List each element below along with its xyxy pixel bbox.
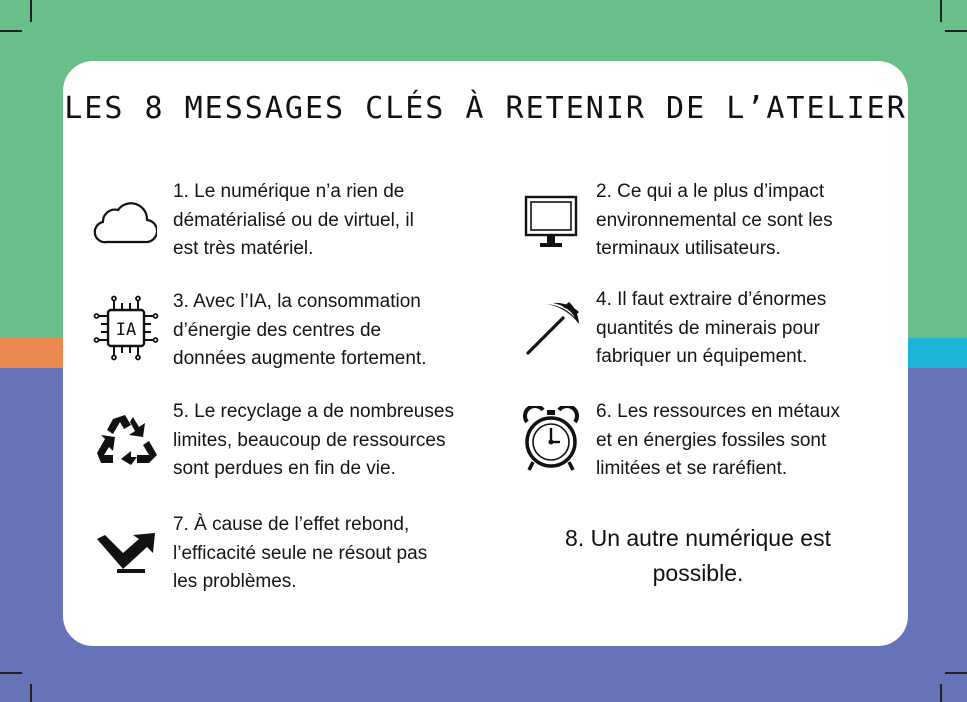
message-5: 5. Le recyclage a de nombreuses limites, beaucoup de ressources sont perdues en fin de vie.	[173, 401, 454, 479]
crop-mark	[945, 672, 967, 674]
crop-mark	[940, 684, 942, 702]
message-6: 6. Les ressources en métaux et en énergies fossiles sont limitées et se raréfient.	[596, 401, 840, 479]
monitor-icon	[523, 194, 579, 250]
message-4: 4. Il faut extraire d’énormes quantités de minerais pour fabriquer un équipement.	[596, 289, 827, 367]
recycle-icon	[93, 413, 159, 467]
message-3: 3. Avec l’IA, la consommation d’énergie des centres de données augmente fortement.	[173, 291, 427, 369]
ai-chip-icon	[93, 295, 159, 361]
message-card	[63, 61, 908, 646]
accent-strip-orange	[0, 338, 70, 368]
crop-mark	[940, 0, 942, 22]
crop-mark	[30, 0, 32, 22]
page-title: LES 8 MESSAGES CLÉS À RETENIR DE L’ATELIER	[64, 91, 907, 126]
pickaxe-icon	[523, 298, 583, 358]
alarm-clock-icon	[523, 406, 579, 474]
cloud-icon	[93, 196, 157, 246]
crop-mark	[945, 30, 967, 32]
crop-mark	[0, 672, 22, 674]
message-7: 7. À cause de l’effet rebond, l’efficacité seule ne résout pas les problèmes.	[173, 514, 428, 592]
rebound-arrow-icon	[93, 531, 161, 575]
message-2: 2. Ce qui a le plus d’impact environnemental ce sont les terminaux utilisateurs.	[596, 181, 833, 259]
message-1: 1. Le numérique n’a rien de dématérialisé ou de virtuel, il est très matériel.	[173, 181, 414, 259]
crop-mark	[30, 684, 32, 702]
ai-chip-label: IA	[115, 320, 137, 340]
final-message: 8. Un autre numérique est possible.	[565, 525, 831, 586]
crop-mark	[0, 30, 22, 32]
